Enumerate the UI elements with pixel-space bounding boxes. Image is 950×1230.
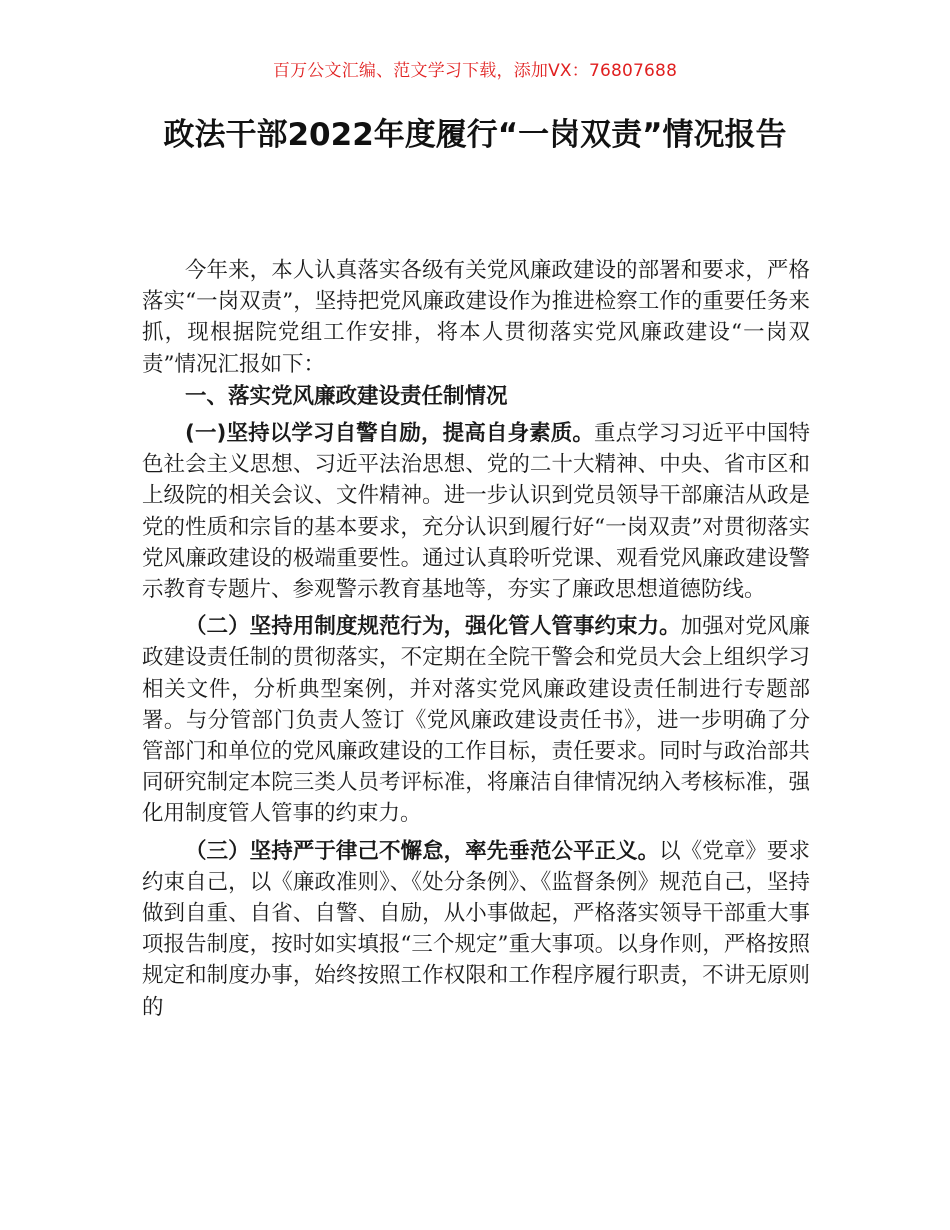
paragraph-3 xyxy=(142,836,810,1023)
section-heading-1: 一、落实党风廉政建设责任制情况 xyxy=(185,383,508,409)
paragraph-2 xyxy=(142,611,810,829)
document-body xyxy=(142,255,810,1023)
paragraph-3-lead: （三）坚持严于律己不懈怠，率先垂范公平正义。 xyxy=(185,838,660,864)
header-watermark-note: 百万公文汇编、范文学习下载，添加VX：76807688 xyxy=(272,61,678,81)
paragraph-1-lead: (一)坚持以学习自警自励，提高自身素质。 xyxy=(185,421,594,447)
paragraph-2-body: 加强对党风廉政建设责任制的贯彻落实，不定期在全院干警会和党员大会上组织学习相关文件，分析典型案例，并对落实党风廉政建设责任制进行专题部署。与分管部门负责人签订《党风廉政建设责任书》，进一步明确了分管部门和单位的党风廉政建设的工作目标，责任要求。同时与政治部共同研究制定本院三类人员考评标准，将廉洁自律情况纳入考核标准，强化用制度管人管事的约束力。 xyxy=(142,614,810,827)
paragraph-1-body: 重点学习习近平中国特色社会主义思想、习近平法治思想、党的二十大精神、中央、省市区和上级院的相关会议、文件精神。进一步认识到党员领导干部廉洁从政是党的性质和宗旨的基本要求，充分认识到履行好“一岗双责”对贯彻落实党风廉政建设的极端重要性。通过认真聆听党课、观看党风廉政建设警示教育专题片、参观警示教育基地等，夯实了廉政思想道德防线。 xyxy=(142,421,810,603)
document-title: 政法干部2022年度履行“一岗双责”情况报告 xyxy=(163,117,787,153)
paragraph-1 xyxy=(142,418,810,605)
intro-paragraph: 今年来，本人认真落实各级有关党风廉政建设的部署和要求，严格落实“一岗双责”，坚持把党风廉政建设作为推进检察工作的重要任务来抓，现根据院党组工作安排，将本人贯彻落实党风廉政建设“一岗双责”情况汇报如下： xyxy=(142,258,810,377)
paragraph-2-lead: （二）坚持用制度规范行为，强化管人管事约束力。 xyxy=(185,614,681,640)
paragraph-3-body: 以《党章》要求约束自己，以《廉政准则》、《处分条例》、《监督条例》规范自己，坚持做到自重、自省、自警、自励，从小事做起，严格落实领导干部重大事项报告制度，按时如实填报“三个规定”重大事项。以身作则，严格按照规定和制度办事，始终按照工作权限和工作程序履行职责，不讲无原则的 xyxy=(142,838,810,1020)
